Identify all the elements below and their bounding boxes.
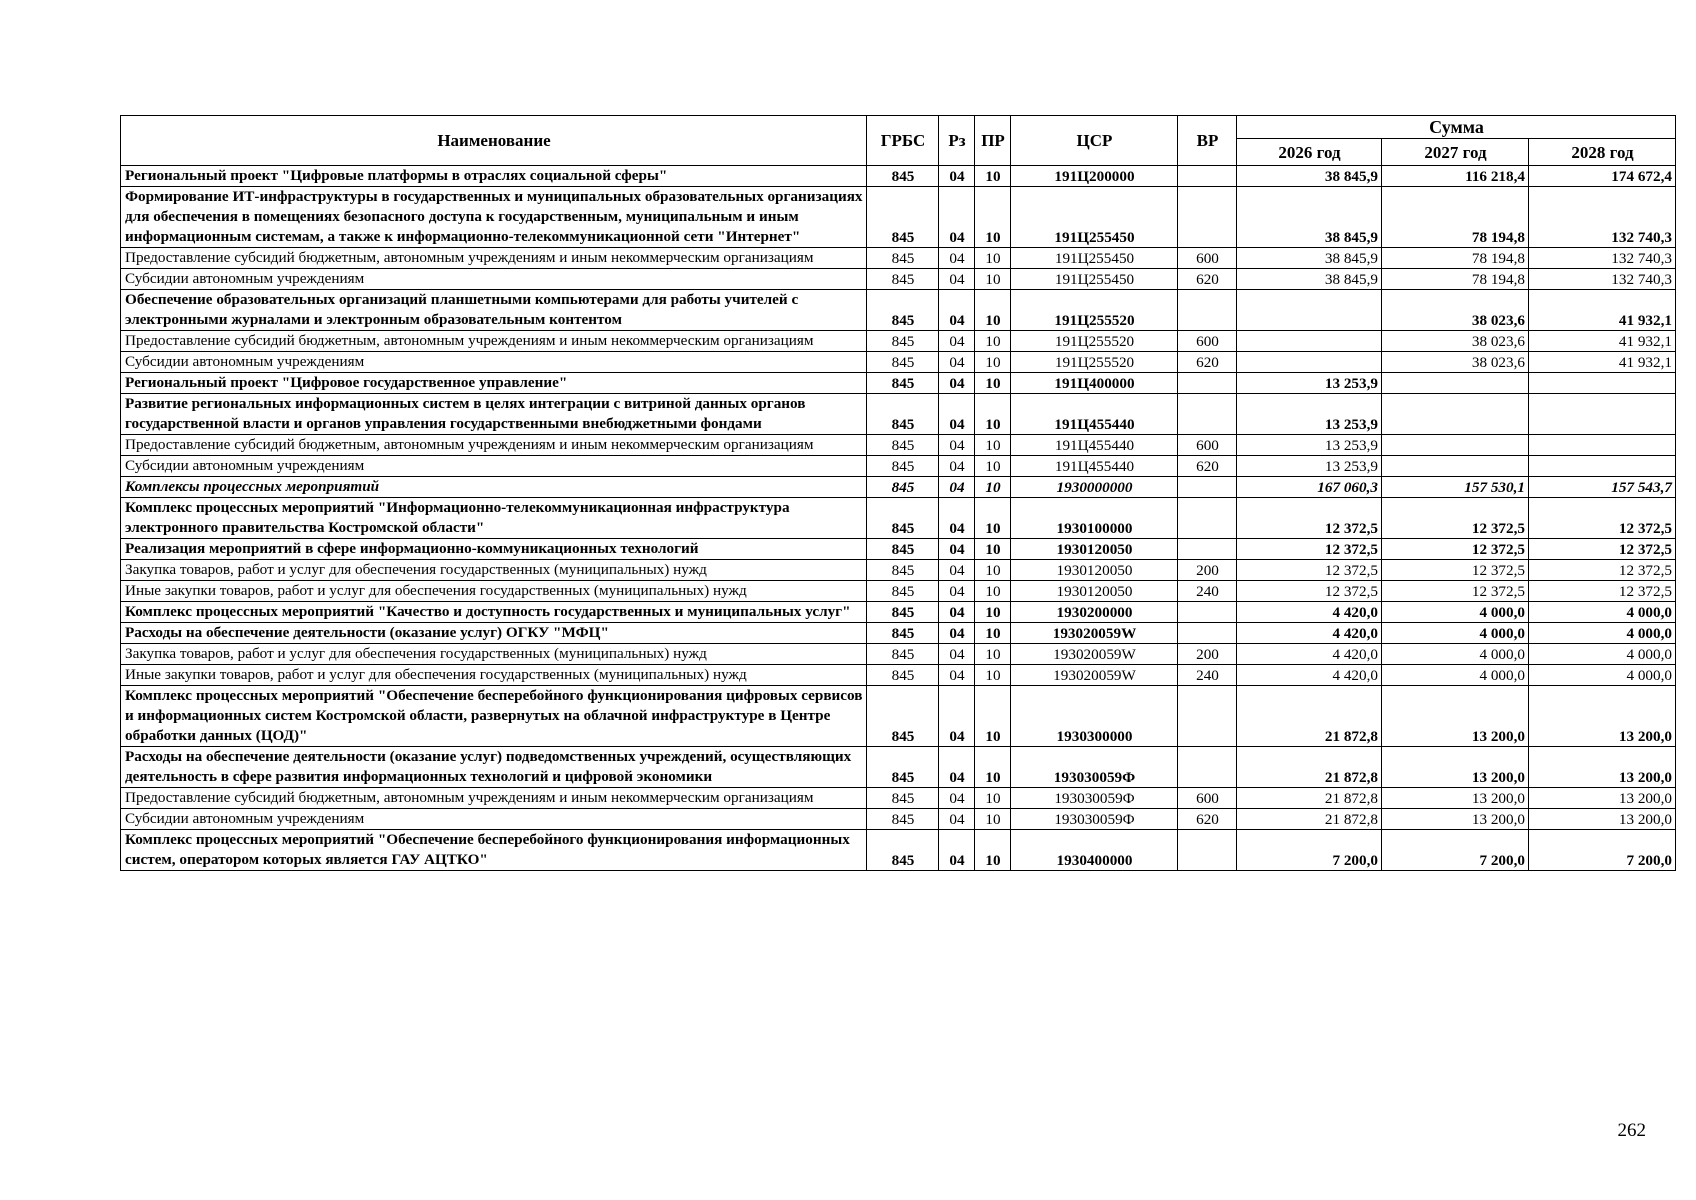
cell-2028: 132 740,3: [1529, 187, 1676, 248]
cell-csr: 191Ц255450: [1011, 269, 1178, 290]
cell-csr: 193020059W: [1011, 623, 1178, 644]
cell-2027: 38 023,6: [1382, 331, 1529, 352]
cell-csr: 191Ц255520: [1011, 290, 1178, 331]
table-row: [121, 788, 1676, 809]
cell-2026: [1237, 352, 1382, 373]
cell-2028: 132 740,3: [1529, 269, 1676, 290]
cell-2027: 12 372,5: [1382, 539, 1529, 560]
cell-pr: 10: [975, 269, 1011, 290]
cell-pr: 10: [975, 830, 1011, 871]
cell-pr: 10: [975, 665, 1011, 686]
cell-name: Комплексы процессных мероприятий: [121, 477, 867, 498]
cell-vr: [1178, 539, 1237, 560]
cell-rz: 04: [939, 373, 975, 394]
budget-table: [120, 115, 1676, 871]
cell-pr: 10: [975, 290, 1011, 331]
cell-vr: 200: [1178, 560, 1237, 581]
page-number: 262: [1617, 1120, 1646, 1141]
cell-grbs: 845: [867, 394, 939, 435]
cell-pr: 10: [975, 498, 1011, 539]
cell-2027: 157 530,1: [1382, 477, 1529, 498]
cell-rz: 04: [939, 644, 975, 665]
cell-grbs: 845: [867, 166, 939, 187]
cell-2027: 7 200,0: [1382, 830, 1529, 871]
cell-2027: 78 194,8: [1382, 269, 1529, 290]
cell-name: Обеспечение образовательных организаций планшетными компьютерами для работы учителей с электронными журналами и электронным образовательным контентом: [121, 290, 867, 331]
cell-2028: 12 372,5: [1529, 560, 1676, 581]
cell-csr: 193030059Ф: [1011, 788, 1178, 809]
cell-rz: 04: [939, 331, 975, 352]
cell-vr: 620: [1178, 809, 1237, 830]
cell-2026: 13 253,9: [1237, 373, 1382, 394]
cell-2027: 78 194,8: [1382, 248, 1529, 269]
cell-rz: 04: [939, 477, 975, 498]
col-header-2028: 2028 год: [1529, 139, 1676, 166]
cell-vr: 620: [1178, 456, 1237, 477]
table-row: [121, 435, 1676, 456]
cell-name: Предоставление субсидий бюджетным, автономным учреждениям и иным некоммерческим организациям: [121, 788, 867, 809]
cell-2028: 4 000,0: [1529, 623, 1676, 644]
cell-2027: 78 194,8: [1382, 187, 1529, 248]
cell-2026: 13 253,9: [1237, 456, 1382, 477]
cell-csr: 191Ц200000: [1011, 166, 1178, 187]
cell-2027: [1382, 394, 1529, 435]
cell-name: Закупка товаров, работ и услуг для обеспечения государственных (муниципальных) нужд: [121, 560, 867, 581]
cell-2026: 21 872,8: [1237, 809, 1382, 830]
cell-name: Предоставление субсидий бюджетным, автономным учреждениям и иным некоммерческим организациям: [121, 331, 867, 352]
table-row: [121, 602, 1676, 623]
cell-grbs: 845: [867, 331, 939, 352]
cell-2027: 38 023,6: [1382, 352, 1529, 373]
cell-2028: 132 740,3: [1529, 248, 1676, 269]
table-row: [121, 539, 1676, 560]
table-row: [121, 498, 1676, 539]
cell-csr: 191Ц400000: [1011, 373, 1178, 394]
cell-csr: 1930400000: [1011, 830, 1178, 871]
cell-2028: 7 200,0: [1529, 830, 1676, 871]
table-row: [121, 331, 1676, 352]
table-header: [121, 116, 1676, 166]
cell-name: Субсидии автономным учреждениям: [121, 456, 867, 477]
cell-2026: 7 200,0: [1237, 830, 1382, 871]
cell-pr: 10: [975, 166, 1011, 187]
cell-grbs: 845: [867, 830, 939, 871]
cell-csr: 1930120050: [1011, 560, 1178, 581]
cell-grbs: 845: [867, 290, 939, 331]
cell-grbs: 845: [867, 581, 939, 602]
cell-csr: 191Ц255450: [1011, 248, 1178, 269]
cell-name: Субсидии автономным учреждениям: [121, 269, 867, 290]
cell-grbs: 845: [867, 747, 939, 788]
cell-2026: 167 060,3: [1237, 477, 1382, 498]
cell-csr: 191Ц255520: [1011, 331, 1178, 352]
table-row: [121, 187, 1676, 248]
cell-csr: 1930120050: [1011, 581, 1178, 602]
cell-2027: [1382, 435, 1529, 456]
cell-csr: 1930300000: [1011, 686, 1178, 747]
col-header-vr: ВР: [1178, 116, 1237, 166]
cell-2027: 38 023,6: [1382, 290, 1529, 331]
cell-pr: 10: [975, 602, 1011, 623]
cell-vr: [1178, 373, 1237, 394]
cell-vr: 620: [1178, 269, 1237, 290]
cell-2028: [1529, 394, 1676, 435]
cell-2028: 4 000,0: [1529, 644, 1676, 665]
cell-vr: 200: [1178, 644, 1237, 665]
cell-vr: 600: [1178, 788, 1237, 809]
cell-2027: 12 372,5: [1382, 498, 1529, 539]
cell-pr: 10: [975, 747, 1011, 788]
cell-2026: 21 872,8: [1237, 747, 1382, 788]
cell-pr: 10: [975, 788, 1011, 809]
table-row: [121, 352, 1676, 373]
cell-pr: 10: [975, 456, 1011, 477]
table-row: [121, 477, 1676, 498]
cell-2026: 12 372,5: [1237, 539, 1382, 560]
cell-2026: 4 420,0: [1237, 623, 1382, 644]
cell-rz: 04: [939, 686, 975, 747]
cell-grbs: 845: [867, 602, 939, 623]
cell-2028: 41 932,1: [1529, 290, 1676, 331]
cell-vr: [1178, 498, 1237, 539]
cell-pr: 10: [975, 809, 1011, 830]
cell-name: Комплекс процессных мероприятий "Информационно-телекоммуникационная инфраструктура электронного правительства Костромской области": [121, 498, 867, 539]
cell-name: Субсидии автономным учреждениям: [121, 809, 867, 830]
cell-name: Расходы на обеспечение деятельности (оказание услуг) подведомственных учреждений, осуществляющих деятельность в сфере развития информационных технологий и цифровой экономики: [121, 747, 867, 788]
cell-name: Предоставление субсидий бюджетным, автономным учреждениям и иным некоммерческим организациям: [121, 435, 867, 456]
cell-grbs: 845: [867, 560, 939, 581]
cell-vr: 600: [1178, 435, 1237, 456]
cell-2026: [1237, 290, 1382, 331]
cell-vr: [1178, 394, 1237, 435]
cell-grbs: 845: [867, 248, 939, 269]
cell-rz: 04: [939, 830, 975, 871]
cell-csr: 1930200000: [1011, 602, 1178, 623]
table-row: [121, 290, 1676, 331]
cell-2026: 4 420,0: [1237, 602, 1382, 623]
cell-csr: 191Ц455440: [1011, 456, 1178, 477]
col-header-grbs: ГРБС: [867, 116, 939, 166]
cell-csr: 1930120050: [1011, 539, 1178, 560]
cell-2026: 12 372,5: [1237, 498, 1382, 539]
table-row: [121, 394, 1676, 435]
cell-grbs: 845: [867, 623, 939, 644]
cell-rz: 04: [939, 788, 975, 809]
table-row: [121, 665, 1676, 686]
cell-name: Субсидии автономным учреждениям: [121, 352, 867, 373]
cell-2028: 13 200,0: [1529, 747, 1676, 788]
cell-2026: [1237, 331, 1382, 352]
cell-vr: [1178, 602, 1237, 623]
cell-2026: 12 372,5: [1237, 581, 1382, 602]
cell-2028: [1529, 456, 1676, 477]
cell-pr: 10: [975, 686, 1011, 747]
col-header-csr: ЦСР: [1011, 116, 1178, 166]
cell-vr: 600: [1178, 331, 1237, 352]
cell-2028: 12 372,5: [1529, 581, 1676, 602]
cell-name: Комплекс процессных мероприятий "Качество и доступность государственных и муниципальных услуг": [121, 602, 867, 623]
cell-grbs: 845: [867, 539, 939, 560]
cell-grbs: 845: [867, 373, 939, 394]
cell-pr: 10: [975, 394, 1011, 435]
cell-2027: 12 372,5: [1382, 581, 1529, 602]
col-header-name: Наименование: [121, 116, 867, 166]
cell-pr: 10: [975, 187, 1011, 248]
cell-2026: 38 845,9: [1237, 187, 1382, 248]
table-row: [121, 248, 1676, 269]
cell-pr: 10: [975, 477, 1011, 498]
cell-2027: 4 000,0: [1382, 644, 1529, 665]
cell-vr: [1178, 747, 1237, 788]
cell-rz: 04: [939, 602, 975, 623]
table-row: [121, 644, 1676, 665]
cell-2028: 4 000,0: [1529, 665, 1676, 686]
cell-vr: [1178, 623, 1237, 644]
cell-2028: [1529, 435, 1676, 456]
cell-vr: [1178, 290, 1237, 331]
col-header-rz: Рз: [939, 116, 975, 166]
cell-name: Предоставление субсидий бюджетным, автономным учреждениям и иным некоммерческим организациям: [121, 248, 867, 269]
cell-2026: 13 253,9: [1237, 394, 1382, 435]
cell-vr: [1178, 830, 1237, 871]
cell-2028: 13 200,0: [1529, 788, 1676, 809]
cell-rz: 04: [939, 187, 975, 248]
cell-grbs: 845: [867, 352, 939, 373]
cell-csr: 191Ц455440: [1011, 435, 1178, 456]
cell-2028: 13 200,0: [1529, 809, 1676, 830]
cell-csr: 193020059W: [1011, 665, 1178, 686]
cell-2027: 4 000,0: [1382, 602, 1529, 623]
cell-2027: 116 218,4: [1382, 166, 1529, 187]
cell-rz: 04: [939, 623, 975, 644]
cell-grbs: 845: [867, 435, 939, 456]
cell-csr: 191Ц255520: [1011, 352, 1178, 373]
cell-2028: 13 200,0: [1529, 686, 1676, 747]
cell-pr: 10: [975, 352, 1011, 373]
cell-csr: 193030059Ф: [1011, 809, 1178, 830]
cell-pr: 10: [975, 623, 1011, 644]
table-body: [121, 166, 1676, 871]
cell-rz: 04: [939, 665, 975, 686]
cell-2026: 21 872,8: [1237, 788, 1382, 809]
cell-name: Формирование ИТ-инфраструктуры в государственных и муниципальных образовательных организациях для обеспечения в помещениях безопасного доступа к государственным, муниципальным и иным информационным системам, а также к информационно-телекоммуникационной сети "Интернет": [121, 187, 867, 248]
cell-2026: 21 872,8: [1237, 686, 1382, 747]
cell-2026: 4 420,0: [1237, 665, 1382, 686]
cell-grbs: 845: [867, 187, 939, 248]
cell-vr: 620: [1178, 352, 1237, 373]
cell-name: Региональный проект "Цифровые платформы в отраслях социальной сферы": [121, 166, 867, 187]
cell-vr: 240: [1178, 581, 1237, 602]
cell-csr: 1930000000: [1011, 477, 1178, 498]
table-row: [121, 373, 1676, 394]
cell-grbs: 845: [867, 498, 939, 539]
cell-vr: [1178, 686, 1237, 747]
cell-2027: 13 200,0: [1382, 747, 1529, 788]
cell-name: Развитие региональных информационных систем в целях интеграции с витриной данных органов государственной власти и органов управления государственными внебюджетными фондами: [121, 394, 867, 435]
cell-2028: 174 672,4: [1529, 166, 1676, 187]
cell-grbs: 845: [867, 665, 939, 686]
table-row: [121, 581, 1676, 602]
cell-rz: 04: [939, 456, 975, 477]
cell-2027: 13 200,0: [1382, 788, 1529, 809]
budget-document: [120, 115, 1672, 871]
cell-2028: 4 000,0: [1529, 602, 1676, 623]
cell-pr: 10: [975, 435, 1011, 456]
cell-grbs: 845: [867, 644, 939, 665]
cell-2027: 13 200,0: [1382, 809, 1529, 830]
cell-rz: 04: [939, 809, 975, 830]
cell-2026: 13 253,9: [1237, 435, 1382, 456]
col-header-2027: 2027 год: [1382, 139, 1529, 166]
cell-grbs: 845: [867, 686, 939, 747]
cell-2028: 41 932,1: [1529, 331, 1676, 352]
cell-rz: 04: [939, 394, 975, 435]
cell-rz: 04: [939, 539, 975, 560]
cell-pr: 10: [975, 539, 1011, 560]
table-row: [121, 623, 1676, 644]
cell-pr: 10: [975, 373, 1011, 394]
cell-2027: [1382, 373, 1529, 394]
cell-grbs: 845: [867, 788, 939, 809]
cell-pr: 10: [975, 560, 1011, 581]
cell-vr: [1178, 477, 1237, 498]
table-row: [121, 166, 1676, 187]
cell-csr: 193020059W: [1011, 644, 1178, 665]
cell-2027: 13 200,0: [1382, 686, 1529, 747]
cell-rz: 04: [939, 290, 975, 331]
table-row: [121, 269, 1676, 290]
cell-rz: 04: [939, 498, 975, 539]
table-row: [121, 456, 1676, 477]
cell-vr: [1178, 166, 1237, 187]
cell-2027: [1382, 456, 1529, 477]
cell-pr: 10: [975, 581, 1011, 602]
cell-csr: 191Ц255450: [1011, 187, 1178, 248]
cell-2027: 4 000,0: [1382, 623, 1529, 644]
cell-2026: 12 372,5: [1237, 560, 1382, 581]
cell-pr: 10: [975, 644, 1011, 665]
table-row: [121, 686, 1676, 747]
col-header-pr: ПР: [975, 116, 1011, 166]
cell-pr: 10: [975, 331, 1011, 352]
cell-name: Расходы на обеспечение деятельности (оказание услуг) ОГКУ "МФЦ": [121, 623, 867, 644]
cell-csr: 193030059Ф: [1011, 747, 1178, 788]
cell-grbs: 845: [867, 269, 939, 290]
col-header-2026: 2026 год: [1237, 139, 1382, 166]
cell-2026: 38 845,9: [1237, 248, 1382, 269]
cell-pr: 10: [975, 248, 1011, 269]
cell-rz: 04: [939, 560, 975, 581]
cell-name: Иные закупки товаров, работ и услуг для обеспечения государственных (муниципальных) нужд: [121, 665, 867, 686]
cell-2028: 12 372,5: [1529, 539, 1676, 560]
table-row: [121, 747, 1676, 788]
cell-2026: 38 845,9: [1237, 269, 1382, 290]
cell-grbs: 845: [867, 456, 939, 477]
cell-name: Комплекс процессных мероприятий "Обеспечение бесперебойного функционирования информационных систем, оператором которых является ГАУ АЦТКО": [121, 830, 867, 871]
cell-csr: 1930100000: [1011, 498, 1178, 539]
cell-2027: 12 372,5: [1382, 560, 1529, 581]
cell-vr: [1178, 187, 1237, 248]
cell-rz: 04: [939, 269, 975, 290]
cell-name: Региональный проект "Цифровое государственное управление": [121, 373, 867, 394]
cell-2028: [1529, 373, 1676, 394]
table-row: [121, 830, 1676, 871]
cell-rz: 04: [939, 166, 975, 187]
cell-name: Закупка товаров, работ и услуг для обеспечения государственных (муниципальных) нужд: [121, 644, 867, 665]
cell-2028: 41 932,1: [1529, 352, 1676, 373]
cell-rz: 04: [939, 435, 975, 456]
cell-name: Комплекс процессных мероприятий "Обеспечение бесперебойного функционирования цифровых сервисов и информационных систем Костромской области, развернутых на облачной инфраструктуре в Центре обработки данных (ЦОД)": [121, 686, 867, 747]
cell-grbs: 845: [867, 809, 939, 830]
table-row: [121, 560, 1676, 581]
cell-name: Иные закупки товаров, работ и услуг для обеспечения государственных (муниципальных) нужд: [121, 581, 867, 602]
cell-rz: 04: [939, 581, 975, 602]
cell-name: Реализация мероприятий в сфере информационно-коммуникационных технологий: [121, 539, 867, 560]
cell-vr: 600: [1178, 248, 1237, 269]
cell-csr: 191Ц455440: [1011, 394, 1178, 435]
table-row: [121, 809, 1676, 830]
cell-2027: 4 000,0: [1382, 665, 1529, 686]
cell-2026: 4 420,0: [1237, 644, 1382, 665]
col-header-sum: Сумма: [1237, 116, 1676, 139]
cell-2028: 157 543,7: [1529, 477, 1676, 498]
cell-rz: 04: [939, 352, 975, 373]
cell-vr: 240: [1178, 665, 1237, 686]
cell-rz: 04: [939, 747, 975, 788]
cell-2026: 38 845,9: [1237, 166, 1382, 187]
cell-2028: 12 372,5: [1529, 498, 1676, 539]
cell-rz: 04: [939, 248, 975, 269]
cell-grbs: 845: [867, 477, 939, 498]
